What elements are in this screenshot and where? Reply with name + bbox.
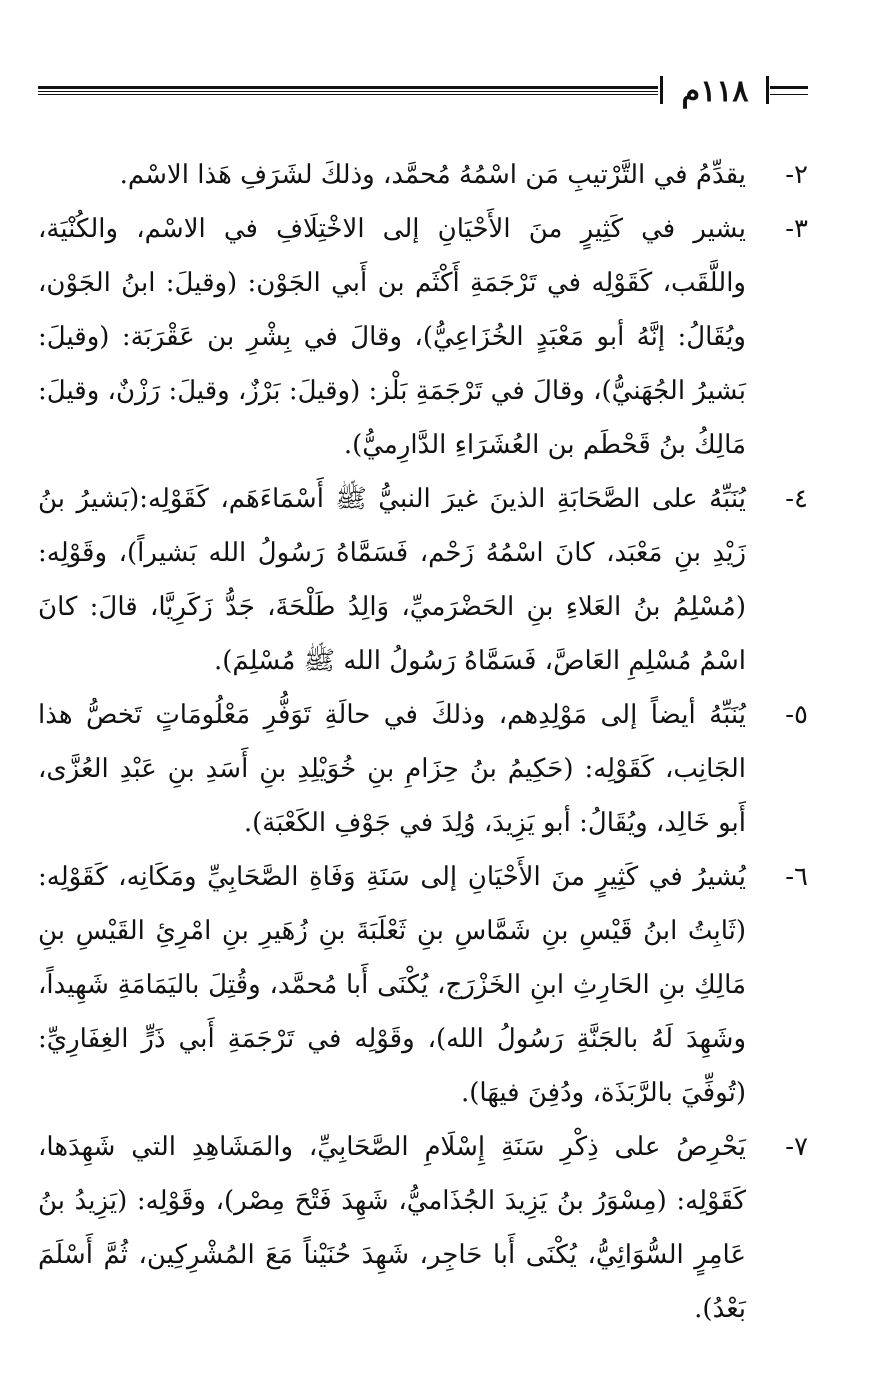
list-item: [38, 148, 808, 202]
page-body: [38, 148, 808, 1336]
item-text: يَحْرِصُ على ذِكْرِ سَنَةِ إِسْلَامِ الصَّحَابِيِّ، والمَشَاهِدِ التي شَهِدَها، كَقَوْلِه: (مِسْوَرُ بنُ يَزِيدَ الجُذَاميُّ، شَهِدَ فَتْحَ مِصْر)، وقَوْلِه: (يَزِيدُ بنُ عَامِرٍ السُّوَائِيُّ، يُكْنَى أَبا حَاجِر، شَهِدَ حُنَيْناً مَعَ المُشْرِكِين، ثُمَّ أَسْلَمَ بَعْدُ).: [38, 1132, 746, 1324]
item-number: ٢-: [785, 160, 808, 190]
item-number: ٦-: [785, 862, 808, 892]
list-item: [38, 202, 808, 472]
item-text: يقدِّمُ في التَّرْتيبِ مَن اسْمُهُ مُحمَّد، وذلكَ لشَرَفِ هَذا الاسْم.: [119, 160, 746, 190]
item-number: ٣-: [785, 214, 808, 244]
header-rule-double-line: [38, 86, 658, 95]
header-rule-short: [770, 86, 808, 95]
list-item: [38, 688, 808, 850]
page-header: [38, 72, 808, 116]
item-text: يُنَبِّهُ أيضاً إلى مَوْلِدِهم، وذلكَ في حالَةِ تَوَفُّرِ مَعْلُومَاتٍ تَخصُّ هذا الجَانِب، كَقَوْلِه: (حَكِيمُ بنُ حِزَامِ بنِ خُوَيْلِدِ بنِ أَسَدِ بنِ عَبْدِ العُزَّى، أَبو خَالِد، ويُقَالُ: أبو يَزِيدَ، وُلِدَ في جَوْفِ الكَعْبَة).: [38, 700, 746, 838]
header-divider-right: [766, 76, 769, 104]
item-text: يُنَبِّهُ على الصَّحَابَةِ الذينَ غيرَ النبيُّ ﷺ أَسْمَاءَهَم، كَقَوْلِه:(بَشيرُ بنُ زَيْدِ بنِ مَعْبَد، كانَ اسْمُهُ زَحْم، فَسَمَّاهُ رَسُولُ الله بَشيراً)، وقَوْلِه: (مُسْلِمُ بنُ العَلاءِ بنِ الحَضْرَميِّ، وَالِدُ طَلْحَةَ، جَدُّ زَكَرِيَّا، قالَ: كانَ اسْمُ مُسْلِمِ العَاصَّ، فَسَمَّاهُ رَسُولُ الله ﷺ مُسْلِمَ).: [38, 484, 746, 676]
item-text: يشير في كَثِيرٍ منَ الأَحْيَانِ إلى الاخْتِلَافِ في الاسْم، والكُنْيَة، واللَّقَب، كَقَوْلِه في تَرْجَمَةِ أَكْثَم بن أَبي الجَوْن: (وقيلَ: ابنُ الجَوْن، ويُقَالُ: إنَّهُ أبو مَعْبَدٍ الخُزَاعِيُّ)، وقالَ في بِشْرِ بن عَقْرَبَة: (وقيلَ: بَشيرُ الجُهَنيُّ)، وقالَ في تَرْجَمَةِ بَلْز: (وقيلَ: بَرْزٌ، وقيلَ: رَزْنٌ، وقيلَ: مَالِكُ بنُ قَحْطَم بن العُشَرَاءِ الدَّارِميُّ).: [38, 214, 746, 460]
page-number: ١١٨م: [681, 74, 749, 109]
list-item: [38, 850, 808, 1120]
list-item: [38, 1120, 808, 1336]
list-item: [38, 472, 808, 688]
item-number: ٧-: [785, 1132, 808, 1162]
header-divider-left: [660, 76, 663, 104]
item-text: يُشيرُ في كَثِيرٍ منَ الأَحْيَانِ إلى سَنَةِ وَفَاةِ الصَّحَابِيِّ ومَكَانِه، كَقَوْلِه: (ثَابِتُ ابنُ قَيْسِ بنِ شَمَّاسِ بنِ ثَعْلَبَةَ بنِ زُهَيرِ بنِ امْرِئِ القَيْسِ بنِ مَالِكِ بنِ الحَارِثِ ابنِ الخَزْرَج، يُكْنَى أَبا مُحمَّد، وقُتِلَ باليَمَامَةِ شَهِيداً، وشَهِدَ لَهُ بالجَنَّةِ رَسُولُ الله)، وقَوْلِه في تَرْجَمَةِ أَبي ذَرٍّ الغِفَارِيِّ: (تُوفِّيَ بالرَّبَذَة، ودُفِنَ فيهَا).: [38, 862, 746, 1108]
item-number: ٥-: [785, 700, 808, 730]
item-number: ٤-: [785, 484, 808, 514]
